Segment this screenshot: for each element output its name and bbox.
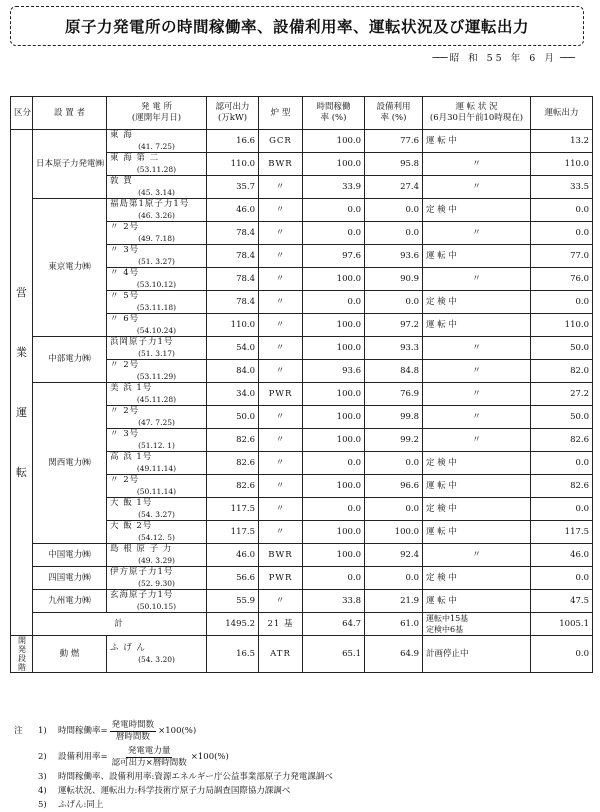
plant-cell [107,360,207,383]
hour-rate-cell: 33.9 [303,176,365,199]
capacity-cell: 78.4 [207,268,259,291]
capacity-factor-cell: 0.0 [365,222,423,245]
capacity-factor-cell: 0.0 [365,498,423,521]
plant-name: 福島第1原子力1号 [110,199,190,209]
capacity-cell: 54.0 [207,337,259,360]
plant-name: 高 浜 1号 [110,452,153,462]
category-char: 業 [16,345,27,359]
plant-cell [107,521,207,544]
start-date: (45. 3.14) [138,188,175,197]
owner-cell: 日本原子力発電㈱ [33,130,107,199]
output-cell: 110.0 [531,153,593,176]
note-text: 時間稼働率、設備利用率:資源エネルギー庁公益事業部原子力発電課調べ [58,772,333,782]
table-row [11,199,593,222]
col-plant: 発 電 所 (運開年月日) [107,97,207,130]
start-date: (47. 7.25) [138,418,175,427]
capacity-factor-cell: 21.9 [365,590,423,613]
hour-rate-cell: 100.0 [303,268,365,291]
hour-rate-cell: 100.0 [303,406,365,429]
start-date: (54. 3.20) [138,655,175,664]
note-hour-rate [14,718,584,744]
output-cell: 82.6 [531,429,593,452]
hour-rate-cell: 100.0 [303,337,365,360]
plant-cell [107,176,207,199]
capacity-cell: 82.6 [207,429,259,452]
plant-table [10,96,593,673]
owner-cell: 動 燃 [33,636,107,673]
capacity-factor-cell: 64.9 [365,636,423,673]
reactor-type-cell: 〃 [259,337,303,360]
table-row [11,130,593,153]
footnotes [14,718,584,812]
category-commercial [11,130,33,636]
owner-cell: 九州電力㈱ [33,590,107,613]
reactor-type-cell: 〃 [259,245,303,268]
capacity-factor-cell: 76.9 [365,383,423,406]
table-row [11,383,593,406]
reactor-type-cell: BWR [259,153,303,176]
reactor-type-cell: GCR [259,130,303,153]
hour-rate-cell: 97.6 [303,245,365,268]
table-row [11,544,593,567]
start-date: (54. 3.27) [138,510,175,519]
status-cell: 運 転 中 [423,521,531,544]
plant-cell [107,452,207,475]
plant-cell [107,337,207,360]
plant-cell [107,544,207,567]
reactor-type-cell: 〃 [259,176,303,199]
hour-rate-cell: 100.0 [303,521,365,544]
status-cell: 運 転 中 [423,245,531,268]
start-date: (50.10.15) [136,602,177,611]
plant-cell [107,567,207,590]
total-capacity: 1495.2 [207,613,259,636]
note-source-2 [14,784,584,798]
capacity-factor-cell: 92.4 [365,544,423,567]
note-source-1 [14,770,584,784]
category-char: 開 [18,636,26,645]
status-cell: 運 転 中 [423,314,531,337]
reactor-type-cell: 〃 [259,521,303,544]
plant-cell [107,429,207,452]
start-date: (51. 3.17) [138,349,175,358]
capacity-cell: 110.0 [207,153,259,176]
reactor-type-cell: 〃 [259,360,303,383]
owner-cell: 東京電力㈱ [33,199,107,337]
reactor-type-cell: PWR [259,383,303,406]
formula-numerator: 発電時間数 [111,719,155,730]
plant-name: 東 海 第 二 [110,153,160,163]
status-running-count: 運転中15基 [426,614,469,623]
capacity-cell: 46.0 [207,199,259,222]
plant-name: 〃 2号 [110,475,140,485]
status-cell: 定 検 中 [423,567,531,590]
output-cell: 0.0 [531,291,593,314]
hour-rate-cell: 0.0 [303,222,365,245]
hour-rate-cell: 100.0 [303,544,365,567]
category-char: 転 [16,465,27,479]
start-date: (51. 3.27) [138,257,175,266]
status-cell: 〃 [423,360,531,383]
capacity-cell: 82.6 [207,452,259,475]
col-hour-rate: 時間稼働 率 (%) [303,97,365,130]
hour-rate-cell: 100.0 [303,314,365,337]
formula-tail: ×100(%) [190,752,229,762]
status-cell: 定 検 中 [423,452,531,475]
output-cell: 117.5 [531,521,593,544]
plant-cell [107,590,207,613]
start-date: (54.10.24) [136,326,177,335]
reactor-type-cell: 〃 [259,406,303,429]
capacity-factor-cell: 84.8 [365,360,423,383]
plant-cell [107,383,207,406]
reactor-type-cell: 〃 [259,475,303,498]
plant-cell [107,245,207,268]
plant-cell [107,636,207,673]
start-date: (52. 9.30) [138,579,175,588]
output-cell: 50.0 [531,337,593,360]
plant-name: 東 海 [110,130,133,140]
plant-name: 〃 3号 [110,429,140,439]
capacity-cell: 16.6 [207,130,259,153]
col-capacity: 認可出力 (万kW) [207,97,259,130]
output-cell: 33.5 [531,176,593,199]
capacity-cell: 84.0 [207,360,259,383]
plant-name: 〃 4号 [110,268,140,278]
plant-cell [107,222,207,245]
status-cell: 計画停止中 [423,636,531,673]
capacity-cell: 16.5 [207,636,259,673]
col-category: 区分 [11,97,33,130]
hour-rate-cell: 0.0 [303,452,365,475]
reactor-type-cell: ATR [259,636,303,673]
capacity-cell: 50.0 [207,406,259,429]
plant-cell [107,406,207,429]
issue-date: ─── 昭 和 55 年 6 月 ─── [432,50,574,64]
capacity-cell: 78.4 [207,245,259,268]
table-body [11,130,593,673]
category-label [14,636,30,672]
reactor-type-cell: BWR [259,544,303,567]
plant-cell [107,475,207,498]
hour-rate-cell: 0.0 [303,199,365,222]
status-cell: 〃 [423,176,531,199]
status-cell: 定 検 中 [423,199,531,222]
plant-cell [107,291,207,314]
table-row [11,567,593,590]
start-date: (53.11.28) [136,165,177,174]
status-cell: 〃 [423,337,531,360]
owner-cell: 中国電力㈱ [33,544,107,567]
capacity-factor-cell: 0.0 [365,291,423,314]
table-row [11,337,593,360]
status-cell: 〃 [423,544,531,567]
capacity-factor-cell: 100.0 [365,521,423,544]
col-status: 運 転 状 況 (6月30日午前10時現在) [423,97,531,130]
total-capacity-factor: 61.0 [365,613,423,636]
capacity-factor-cell: 27.4 [365,176,423,199]
plant-name: 〃 5号 [110,291,140,301]
formula-tail: ×100(%) [158,726,197,736]
category-char: 発 [18,645,26,654]
reactor-type-cell: 〃 [259,590,303,613]
category-char: 段 [18,654,26,663]
note-number: 4) [38,786,47,796]
owner-cell: 中部電力㈱ [33,337,107,383]
category-char: 階 [18,663,26,672]
output-cell: 46.0 [531,544,593,567]
capacity-cell: 110.0 [207,314,259,337]
output-cell: 13.2 [531,130,593,153]
plant-cell [107,130,207,153]
output-cell: 82.0 [531,360,593,383]
status-cell: 運 転 中 [423,130,531,153]
start-date: (53.11.29) [136,372,177,381]
capacity-factor-cell: 90.9 [365,268,423,291]
capacity-factor-cell: 95.8 [365,153,423,176]
start-date: (54.12. 5) [138,533,175,542]
plant-name: 〃 3号 [110,245,140,255]
note-label: 設備利用率= [58,752,108,762]
hour-rate-cell: 100.0 [303,153,365,176]
capacity-factor-cell: 96.6 [365,475,423,498]
col-output: 運転出力 [531,97,593,130]
output-cell: 0.0 [531,452,593,475]
status-cell: 〃 [423,383,531,406]
start-date: (53.11.18) [136,303,177,312]
table-row [11,590,593,613]
output-cell: 77.0 [531,245,593,268]
hour-rate-cell: 100.0 [303,475,365,498]
status-cell: 運 転 中 [423,590,531,613]
total-label: 計 [33,613,207,636]
output-cell: 110.0 [531,314,593,337]
reactor-type-cell: 〃 [259,429,303,452]
note-capacity-factor [14,744,584,770]
start-date: (49.11.14) [136,464,177,473]
plant-name: 敦 賀 [110,176,133,186]
capacity-cell: 117.5 [207,521,259,544]
capacity-cell: 46.0 [207,544,259,567]
plant-name: 浜岡原子力1号 [110,337,174,347]
page-title: 原子力発電所の時間稼働率、設備利用率、運転状況及び運転出力 [64,17,529,36]
hour-rate-cell: 65.1 [303,636,365,673]
hour-rate-cell: 100.0 [303,429,365,452]
plant-name: ふ げ ん [110,643,146,653]
capacity-cell: 34.0 [207,383,259,406]
note-number: 5) [38,800,47,810]
capacity-cell: 56.6 [207,567,259,590]
capacity-factor-cell: 99.2 [365,429,423,452]
category-label [16,263,28,503]
capacity-factor-cell: 97.2 [365,314,423,337]
capacity-cell: 78.4 [207,291,259,314]
formula-denominator: 暦時間数 [115,731,150,742]
capacity-factor-cell: 0.0 [365,567,423,590]
output-cell: 0.0 [531,636,593,673]
status-cell: 〃 [423,268,531,291]
capacity-cell: 82.6 [207,475,259,498]
capacity-factor-cell: 93.3 [365,337,423,360]
reactor-type-cell: 〃 [259,222,303,245]
status-cell: 定 検 中 [423,291,531,314]
hour-rate-cell: 0.0 [303,291,365,314]
note-number: 2) [38,752,47,762]
note-text: 運転状況、運転出力:科学技術庁原子力局調査国際協力課調べ [58,786,291,796]
plant-name: 伊方原子力1号 [110,567,174,577]
note-source-3 [14,798,584,812]
total-output: 1005.1 [531,613,593,636]
capacity-cell: 35.7 [207,176,259,199]
output-cell: 0.0 [531,199,593,222]
table-row [11,636,593,673]
reactor-type-cell: 〃 [259,452,303,475]
owner-cell: 関西電力㈱ [33,383,107,544]
status-cell: 〃 [423,406,531,429]
reactor-type-cell: 〃 [259,314,303,337]
start-date: (41. 7.25) [138,142,175,151]
start-date: (49. 7.18) [138,234,175,243]
output-cell: 0.0 [531,567,593,590]
output-cell: 76.0 [531,268,593,291]
category-char: 営 [16,285,27,299]
note-text: ふげん:同上 [58,800,104,810]
capacity-factor-cell: 93.6 [365,245,423,268]
col-capacity-factor: 設備利用 率 (%) [365,97,423,130]
capacity-cell: 55.9 [207,590,259,613]
plant-name: 〃 6号 [110,314,140,324]
plant-name: 大 飯 2号 [110,521,153,531]
status-inspection-count: 定検中6基 [426,625,464,634]
title-box [10,6,584,46]
plant-cell [107,268,207,291]
output-cell: 0.0 [531,498,593,521]
reactor-type-cell: PWR [259,567,303,590]
plant-cell [107,199,207,222]
hour-rate-cell: 100.0 [303,130,365,153]
reactor-type-cell: 〃 [259,199,303,222]
total-status [423,613,531,636]
category-char: 運 [16,405,27,419]
output-cell: 0.0 [531,222,593,245]
hour-rate-cell: 0.0 [303,567,365,590]
reactor-type-cell: 〃 [259,498,303,521]
note-prefix: 注 [14,726,23,736]
note-label: 時間稼働率= [58,726,108,736]
hour-rate-cell: 33.8 [303,590,365,613]
start-date: (50.11.14) [136,487,177,496]
output-cell: 47.5 [531,590,593,613]
formula-numerator: 発電電力量 [127,745,171,756]
note-number: 3) [38,772,47,782]
total-count: 21 基 [259,613,303,636]
capacity-cell: 117.5 [207,498,259,521]
status-cell: 運 転 中 [423,475,531,498]
start-date: (45.11.28) [136,395,177,404]
hour-rate-cell: 0.0 [303,498,365,521]
status-cell: 定 検 中 [423,498,531,521]
plant-name: 〃 2号 [110,222,140,232]
plant-name: 玄海原子力1号 [110,590,174,600]
capacity-factor-cell: 99.8 [365,406,423,429]
plant-name: 大 飯 1号 [110,498,153,508]
reactor-type-cell: 〃 [259,291,303,314]
category-development [11,636,33,673]
reactor-type-cell: 〃 [259,268,303,291]
output-cell: 27.2 [531,383,593,406]
total-hour-rate: 64.7 [303,613,365,636]
formula-fraction [110,746,189,769]
capacity-cell: 78.4 [207,222,259,245]
plant-cell [107,498,207,521]
hour-rate-cell: 100.0 [303,383,365,406]
total-row [11,613,593,636]
start-date: (46. 3.26) [138,211,175,220]
output-cell: 82.6 [531,475,593,498]
start-date: (49. 3.29) [138,556,175,565]
header-row [11,97,593,130]
formula-denominator: 認可出力×暦時間数 [111,757,187,768]
formula-fraction [110,720,157,743]
status-cell: 〃 [423,153,531,176]
plant-name: 〃 2号 [110,406,140,416]
note-number: 1) [38,726,47,736]
start-date: (51.12. 1) [138,441,175,450]
owner-cell: 四国電力㈱ [33,567,107,590]
status-cell: 〃 [423,429,531,452]
capacity-factor-cell: 77.6 [365,130,423,153]
capacity-factor-cell: 0.0 [365,199,423,222]
plant-cell [107,314,207,337]
start-date: (53.10.12) [136,280,177,289]
capacity-factor-cell: 0.0 [365,452,423,475]
output-cell: 50.0 [531,406,593,429]
plant-name: 島 根 原 子 力 [110,544,173,554]
col-owner: 設 置 者 [33,97,107,130]
plant-name: 美 浜 1号 [110,383,153,393]
hour-rate-cell: 93.6 [303,360,365,383]
col-reactor: 炉 型 [259,97,303,130]
plant-name: 〃 2号 [110,360,140,370]
plant-cell [107,153,207,176]
status-cell: 〃 [423,222,531,245]
